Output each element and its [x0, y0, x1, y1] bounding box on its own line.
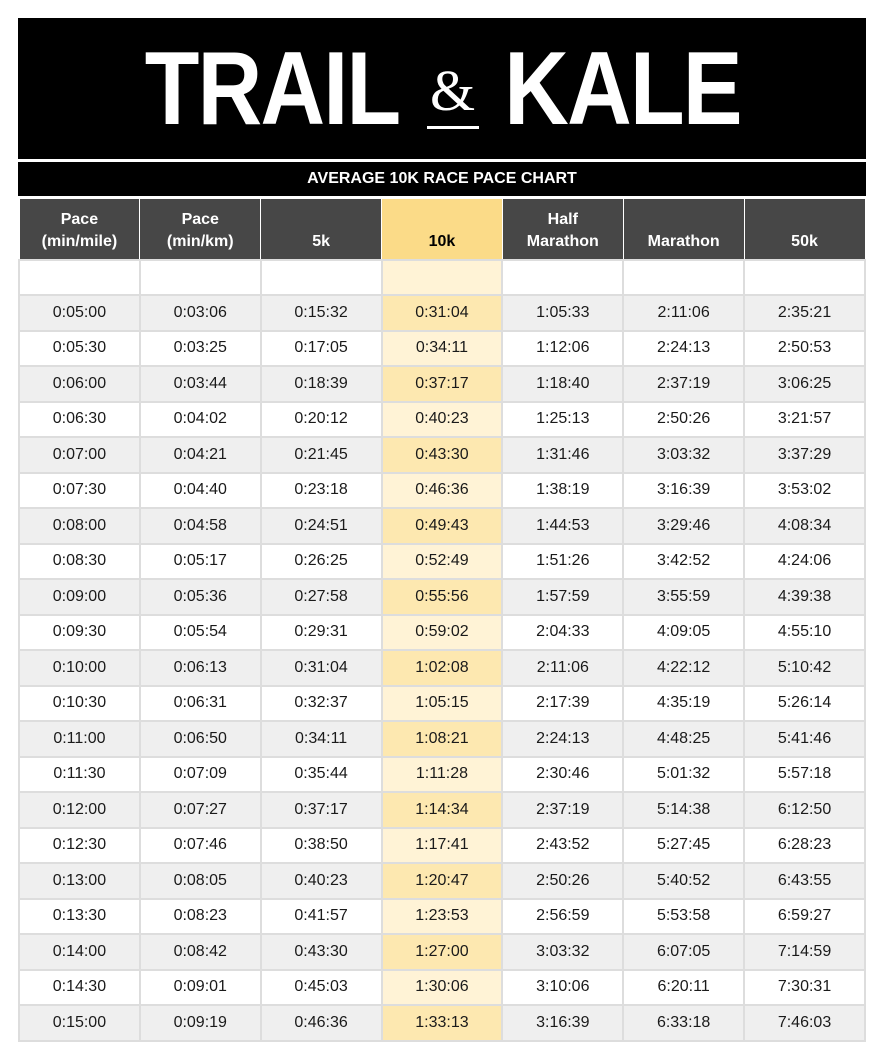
table-cell: 0:34:11 — [261, 721, 382, 757]
table-cell: 0:27:58 — [261, 579, 382, 615]
table-cell: 1:08:21 — [382, 721, 503, 757]
table-cell: 0:13:30 — [19, 899, 140, 935]
table-cell: 3:42:52 — [623, 544, 744, 580]
table-cell: 0:05:17 — [140, 544, 261, 580]
table-row — [19, 579, 865, 615]
table-cell: 0:06:50 — [140, 721, 261, 757]
ampersand-underline — [427, 126, 479, 129]
table-cell: 0:37:17 — [382, 366, 503, 402]
table-cell: 1:11:28 — [382, 757, 503, 793]
table-cell: 2:50:26 — [623, 402, 744, 438]
table-row — [19, 757, 865, 793]
table-row — [19, 615, 865, 651]
table-cell: 0:04:02 — [140, 402, 261, 438]
table-body — [19, 260, 865, 1041]
table-cell: 0:34:11 — [382, 331, 503, 367]
table-cell: 0:10:00 — [19, 650, 140, 686]
table-cell: 6:43:55 — [744, 863, 865, 899]
table-row — [19, 650, 865, 686]
table-cell: 0:06:30 — [19, 402, 140, 438]
table-cell: 0:08:00 — [19, 508, 140, 544]
table-cell: 0:03:44 — [140, 366, 261, 402]
column-header-line1: Pace — [181, 211, 219, 228]
chart-title: AVERAGE 10K RACE PACE CHART — [18, 162, 866, 196]
table-cell: 5:26:14 — [744, 686, 865, 722]
table-cell: 0:07:46 — [140, 828, 261, 864]
table-cell: 0:43:30 — [382, 437, 503, 473]
column-header — [623, 199, 744, 261]
table-cell: 0:10:30 — [19, 686, 140, 722]
table-cell: 1:57:59 — [502, 579, 623, 615]
table-cell: 4:09:05 — [623, 615, 744, 651]
column-header-line1: Half — [547, 211, 578, 228]
table-cell: 4:48:25 — [623, 721, 744, 757]
table-cell: 5:14:38 — [623, 792, 744, 828]
table-cell: 5:41:46 — [744, 721, 865, 757]
table-cell: 1:51:26 — [502, 544, 623, 580]
table-cell: 0:06:00 — [19, 366, 140, 402]
table-cell: 0:05:00 — [19, 295, 140, 331]
table-cell: 0:21:45 — [261, 437, 382, 473]
table-cell: 6:12:50 — [744, 792, 865, 828]
column-header-line2: 5k — [312, 233, 330, 250]
table-cell: 7:14:59 — [744, 934, 865, 970]
table-cell: 3:29:46 — [623, 508, 744, 544]
table-cell: 2:24:13 — [623, 331, 744, 367]
brand-logo — [124, 30, 759, 147]
table-cell: 3:10:06 — [502, 970, 623, 1006]
table-cell: 2:30:46 — [502, 757, 623, 793]
table-cell: 6:20:11 — [623, 970, 744, 1006]
column-header-line1: Pace — [60, 211, 99, 228]
table-cell: 3:03:32 — [623, 437, 744, 473]
table-cell: 0:45:03 — [261, 970, 382, 1006]
table-cell: 4:35:19 — [623, 686, 744, 722]
table-cell: 0:15:32 — [261, 295, 382, 331]
table-cell: 0:32:37 — [261, 686, 382, 722]
table-cell: 2:35:21 — [744, 295, 865, 331]
table-cell: 2:37:19 — [502, 792, 623, 828]
table-cell: 0:55:56 — [382, 579, 503, 615]
table-cell: 0:12:30 — [19, 828, 140, 864]
table-cell: 0:23:18 — [261, 473, 382, 509]
table-row — [19, 970, 865, 1006]
table-cell: 1:14:34 — [382, 792, 503, 828]
brand-ampersand: & — [429, 58, 476, 123]
table-cell: 0:09:01 — [140, 970, 261, 1006]
table-cell: 0:07:27 — [140, 792, 261, 828]
table-cell: 0:05:54 — [140, 615, 261, 651]
column-header — [502, 199, 623, 261]
table-cell: 0:40:23 — [261, 863, 382, 899]
table-row — [19, 402, 865, 438]
table-cell: 1:05:15 — [382, 686, 503, 722]
table-cell: 0:04:40 — [140, 473, 261, 509]
table-cell: 0:49:43 — [382, 508, 503, 544]
table-cell: 4:55:10 — [744, 615, 865, 651]
table-cell: 0:03:06 — [140, 295, 261, 331]
column-header-line2: 10k — [428, 233, 456, 250]
table-cell: 0:07:09 — [140, 757, 261, 793]
table-cell: 0:08:30 — [19, 544, 140, 580]
table-cell: 2:11:06 — [623, 295, 744, 331]
blank-cell — [623, 260, 744, 295]
table-cell: 1:20:47 — [382, 863, 503, 899]
table-cell: 0:38:50 — [261, 828, 382, 864]
table-row — [19, 508, 865, 544]
table-cell: 0:14:30 — [19, 970, 140, 1006]
table-cell: 0:29:31 — [261, 615, 382, 651]
header-row — [19, 199, 865, 261]
table-cell: 0:59:02 — [382, 615, 503, 651]
table-cell: 2:24:13 — [502, 721, 623, 757]
blank-cell — [744, 260, 865, 295]
table-cell: 5:10:42 — [744, 650, 865, 686]
table-cell: 2:43:52 — [502, 828, 623, 864]
blank-cell — [140, 260, 261, 295]
table-cell: 0:03:25 — [140, 331, 261, 367]
table-cell: 0:52:49 — [382, 544, 503, 580]
table-cell: 0:14:00 — [19, 934, 140, 970]
table-row — [19, 828, 865, 864]
table-cell: 0:41:57 — [261, 899, 382, 935]
table-cell: 5:01:32 — [623, 757, 744, 793]
table-cell: 1:17:41 — [382, 828, 503, 864]
table-cell: 7:30:31 — [744, 970, 865, 1006]
table-cell: 0:11:30 — [19, 757, 140, 793]
blank-cell — [19, 260, 140, 295]
table-cell: 3:16:39 — [502, 1005, 623, 1041]
table-cell: 3:37:29 — [744, 437, 865, 473]
table-cell: 0:17:05 — [261, 331, 382, 367]
table-cell: 0:35:44 — [261, 757, 382, 793]
table-cell: 0:15:00 — [19, 1005, 140, 1041]
column-header-line2: 50k — [791, 233, 818, 250]
table-cell: 0:06:31 — [140, 686, 261, 722]
pace-chart — [18, 18, 866, 1042]
blank-row — [19, 260, 865, 295]
table-cell: 5:40:52 — [623, 863, 744, 899]
table-cell: 3:06:25 — [744, 366, 865, 402]
table-cell: 2:11:06 — [502, 650, 623, 686]
table-row — [19, 792, 865, 828]
column-header-line2: (min/mile) — [41, 233, 118, 250]
table-row — [19, 899, 865, 935]
table-cell: 4:22:12 — [623, 650, 744, 686]
table-cell: 3:03:32 — [502, 934, 623, 970]
table-cell: 3:53:02 — [744, 473, 865, 509]
table-cell: 0:08:05 — [140, 863, 261, 899]
table-cell: 5:27:45 — [623, 828, 744, 864]
blank-cell — [502, 260, 623, 295]
table-cell: 2:56:59 — [502, 899, 623, 935]
table-cell: 0:24:51 — [261, 508, 382, 544]
table-cell: 4:08:34 — [744, 508, 865, 544]
ampersand-mark — [427, 48, 479, 129]
table-cell: 6:28:23 — [744, 828, 865, 864]
table-row — [19, 295, 865, 331]
table-cell: 1:18:40 — [502, 366, 623, 402]
table-cell: 1:31:46 — [502, 437, 623, 473]
table-cell: 0:06:13 — [140, 650, 261, 686]
table-cell: 0:46:36 — [382, 473, 503, 509]
table-row — [19, 544, 865, 580]
table-row — [19, 331, 865, 367]
pace-table — [18, 198, 866, 1042]
table-cell: 6:07:05 — [623, 934, 744, 970]
table-cell: 0:07:00 — [19, 437, 140, 473]
table-cell: 2:50:26 — [502, 863, 623, 899]
table-row — [19, 473, 865, 509]
table-cell: 0:09:00 — [19, 579, 140, 615]
table-cell: 0:37:17 — [261, 792, 382, 828]
table-cell: 6:59:27 — [744, 899, 865, 935]
table-cell: 1:12:06 — [502, 331, 623, 367]
table-cell: 0:26:25 — [261, 544, 382, 580]
table-cell: 1:33:13 — [382, 1005, 503, 1041]
table-row — [19, 686, 865, 722]
table-cell: 2:17:39 — [502, 686, 623, 722]
table-cell: 2:04:33 — [502, 615, 623, 651]
table-cell: 3:16:39 — [623, 473, 744, 509]
table-cell: 1:25:13 — [502, 402, 623, 438]
column-header — [19, 199, 140, 261]
table-cell: 1:27:00 — [382, 934, 503, 970]
table-cell: 1:44:53 — [502, 508, 623, 544]
table-cell: 0:18:39 — [261, 366, 382, 402]
blank-cell — [261, 260, 382, 295]
brand-word-left: TRAIL — [145, 30, 400, 147]
table-cell: 0:09:30 — [19, 615, 140, 651]
table-cell: 2:50:53 — [744, 331, 865, 367]
table-cell: 0:31:04 — [382, 295, 503, 331]
column-header-line2: Marathon — [526, 233, 599, 250]
table-cell: 0:31:04 — [261, 650, 382, 686]
column-header-line2: (min/km) — [166, 233, 234, 250]
table-cell: 4:39:38 — [744, 579, 865, 615]
table-cell: 0:13:00 — [19, 863, 140, 899]
table-cell: 0:05:36 — [140, 579, 261, 615]
table-cell: 0:11:00 — [19, 721, 140, 757]
table-cell: 0:04:21 — [140, 437, 261, 473]
table-cell: 1:38:19 — [502, 473, 623, 509]
table-cell: 0:40:23 — [382, 402, 503, 438]
table-cell: 5:57:18 — [744, 757, 865, 793]
table-cell: 1:02:08 — [382, 650, 503, 686]
table-cell: 1:30:06 — [382, 970, 503, 1006]
table-cell: 7:46:03 — [744, 1005, 865, 1041]
table-cell: 0:46:36 — [261, 1005, 382, 1041]
table-cell: 0:43:30 — [261, 934, 382, 970]
table-row — [19, 1005, 865, 1041]
brand-banner — [18, 18, 866, 159]
brand-word-right: KALE — [503, 30, 741, 147]
column-header — [140, 199, 261, 261]
table-cell: 5:53:58 — [623, 899, 744, 935]
table-cell: 2:37:19 — [623, 366, 744, 402]
table-cell: 0:20:12 — [261, 402, 382, 438]
table-cell: 6:33:18 — [623, 1005, 744, 1041]
table-cell: 0:09:19 — [140, 1005, 261, 1041]
table-row — [19, 863, 865, 899]
table-cell: 3:21:57 — [744, 402, 865, 438]
table-cell: 0:04:58 — [140, 508, 261, 544]
table-row — [19, 721, 865, 757]
table-row — [19, 437, 865, 473]
table-cell: 0:07:30 — [19, 473, 140, 509]
blank-cell — [382, 260, 503, 295]
column-header — [744, 199, 865, 261]
table-cell: 1:23:53 — [382, 899, 503, 935]
table-cell: 0:08:23 — [140, 899, 261, 935]
table-row — [19, 366, 865, 402]
column-header-line2: Marathon — [647, 233, 720, 250]
table-cell: 0:05:30 — [19, 331, 140, 367]
table-cell: 3:55:59 — [623, 579, 744, 615]
table-row — [19, 934, 865, 970]
column-header — [261, 199, 382, 261]
table-cell: 0:08:42 — [140, 934, 261, 970]
table-cell: 0:12:00 — [19, 792, 140, 828]
table-cell: 1:05:33 — [502, 295, 623, 331]
column-header — [382, 199, 503, 261]
table-cell: 4:24:06 — [744, 544, 865, 580]
